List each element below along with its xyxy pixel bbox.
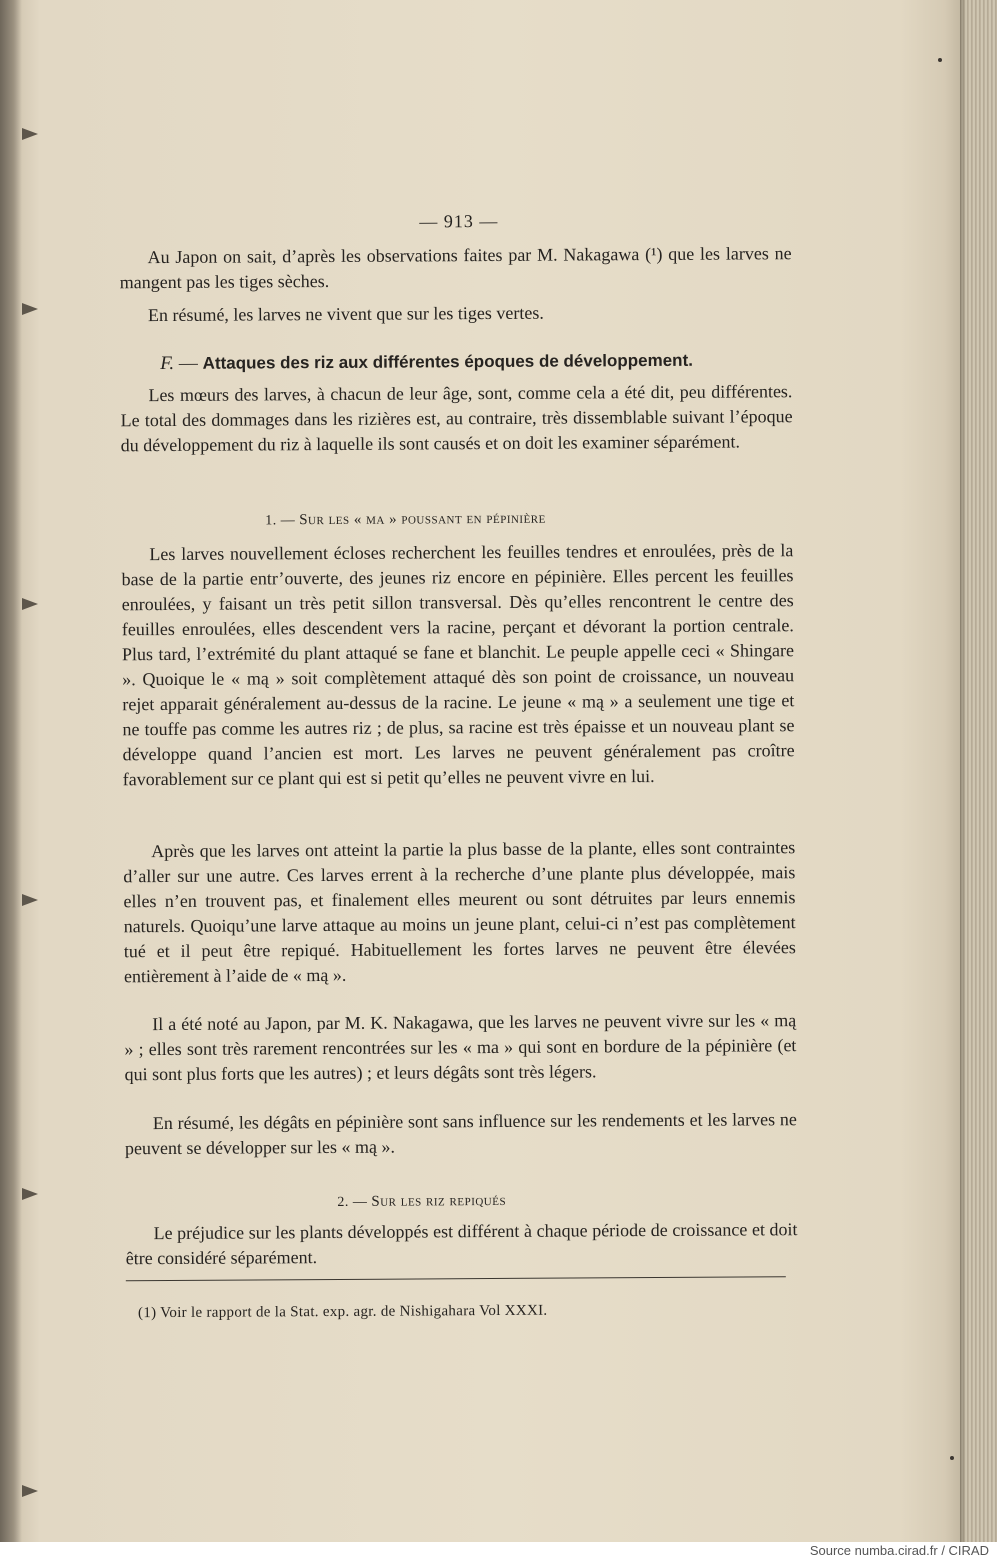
intro-paragraph: Au Japon on sait, d’après les observations faites par M. Nakagawa (¹) que les larves ne mangent pas les tiges sèches.	[119, 243, 792, 293]
section-title: Attaques des riz aux différentes époques de développement.	[202, 350, 693, 373]
section-f-paragraph: Les mœurs des larves, à chacun de leur âge, sont, comme cela a été dit, peu différentes. Le total des dommages dans les rizières est, au contraire, très dissemblable suivant l’époque du développement du riz à laquelle ils sont causés et on doit les examiner séparément.	[120, 381, 793, 456]
subsection-1-paragraph: Les larves nouvellement écloses recherchent les feuilles tendres et enroulées, près de la base de la partie entr’ouverte, des jeunes riz encore en pépinière. Elles percent les feuilles enroulées, y faisant un très petit sillon transversal. Dès qu’elles rencontrent le centre des feuilles enroulées, elles descendent vers la racine, perçant et dévorant la portion centrale. Plus tard, l’extrémité du plant attaqué se fane et blanchit. Le peuple appelle ceci « Shingare ». Quoique le « mą » soit complètement attaqué dès son point de croissance, un nouveau rejet apparait généralement au-dessus de la racine. Le jeune « mą » a seulement une tige et ne touffe pas comme les autres riz ; de plus, sa racine est très épaisse et un nouveau plant se développe quand l’ancien est mort. Les larves ne peuvent généralement pas croître favorablement sur ce plant qui est si petit qu’elles ne peuvent vivre en lui.	[121, 540, 795, 790]
section-dash: —	[178, 352, 198, 374]
subsection-2-paragraph: Le préjudice sur les plants développés est différent à chaque période de croissance et doit être considéré séparément.	[125, 1219, 798, 1269]
paper-speck	[938, 58, 942, 62]
page-number: — 913 —	[419, 210, 499, 232]
subsection-1-heading	[265, 507, 546, 534]
section-letter: F.	[160, 352, 175, 375]
subsection-title: Sur les riz repiqués	[371, 1192, 507, 1210]
footnote-text: Voir le rapport de la Stat. exp. agr. de Nishigahara Vol XXXI.	[160, 1302, 548, 1322]
subsection-1-paragraph: Après que les larves ont atteint la partie la plus basse de la plante, elles sont contraintes d’aller sur une autre. Ces larves errent à la recherche d’une plante plus développée, mais elles n’en trouvent pas, et finalement elles meurent ou sont détruites par leurs ennemis naturels. Quoiqu’une larve attaque au moins un jeune plant, celui-ci n’est pas complètement tué et il peut être repiqué. Habituellement les fortes larves ne peuvent être élevées entièrement à l’aide de « mą ».	[123, 837, 796, 987]
subsection-1-paragraph: En résumé, les dégâts en pépinière sont sans influence sur les rendements et les larves ne peuvent se développer sur les « mą ».	[124, 1109, 797, 1159]
footnote	[138, 1299, 548, 1327]
footnote-marker: (1)	[137, 1305, 157, 1322]
footnote-separator	[126, 1276, 786, 1281]
subsection-2-heading	[337, 1189, 506, 1215]
page-edge-shadow	[960, 0, 966, 1542]
subsection-number: 2. —	[337, 1194, 368, 1210]
intro-paragraph: En résumé, les larves ne vivent que sur les tiges vertes.	[147, 302, 544, 326]
subsection-title: Sur les « ma » poussant en pépinière	[299, 510, 546, 529]
subsection-1-paragraph: Il a été noté au Japon, par M. K. Nakagawa, que les larves ne peuvent vivre sur les « mą » ; elles sont très rarement rencontrées sur les « ma » qui sont en bordure de la pépinière (et qui sont plus forts que les autres) ; et leurs dégâts sont très légers.	[124, 1010, 797, 1085]
source-credit: Source numba.cirad.fr / CIRAD	[809, 1543, 989, 1558]
subsection-number: 1. —	[265, 513, 296, 529]
section-f-heading	[160, 348, 693, 376]
paper-speck	[950, 1456, 954, 1460]
